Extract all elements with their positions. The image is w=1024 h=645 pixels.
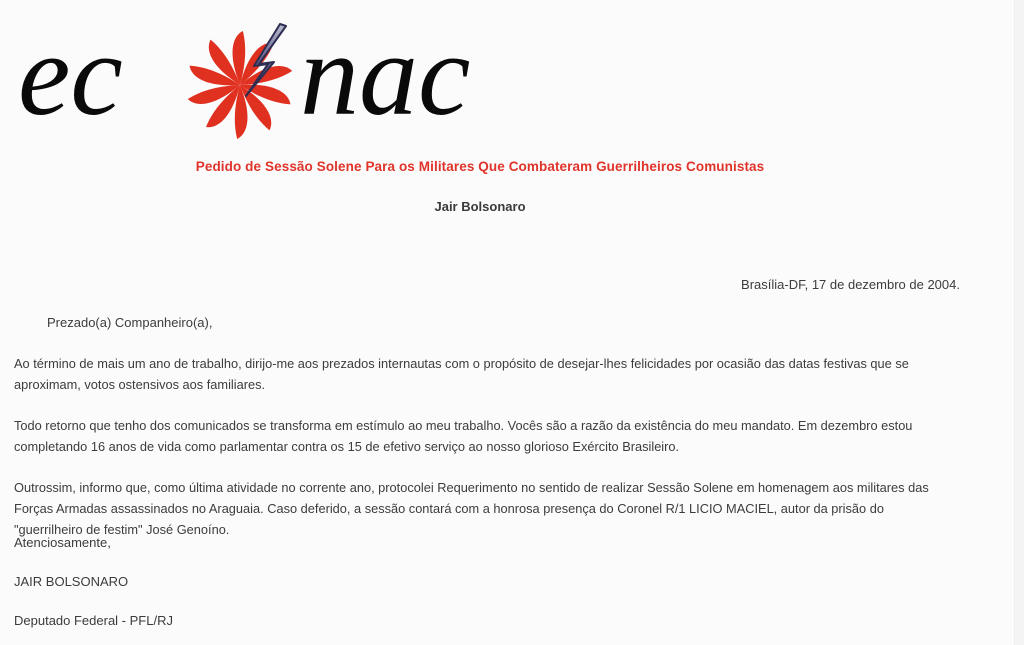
author-byline: Jair Bolsonaro [434,199,526,214]
page-title: Pedido de Sessão Solene Para os Militares Que Combateram Guerrilheiros Comunistas [195,159,765,174]
econac-logo-svg [18,10,578,140]
page-right-margin [1014,0,1024,645]
closing-salutation: Atenciosamente, [14,535,111,550]
body-paragraph: Outrossim, informo que, como última atividade no corrente ano, protocolei Requerimento no sentido de realizar Sessão Solene em homenagem aos militares das Forças Armadas assassinados no Araguaia. Caso deferido, a sessão contará com a honrosa presença do Coronel R/1 LICIO MACIEL, autor da prisão do "guerrilheiro de festim" José Genoíno. [14,480,929,537]
logo-wordmark-suffix: nac [300,10,471,140]
dateline: Brasília-DF, 17 de dezembro de 2004. [741,277,960,292]
signature-role: Deputado Federal - PFL/RJ [14,613,173,628]
pinwheel-icon [188,31,293,139]
letter-closing [14,533,614,630]
econac-logo [18,10,578,140]
body-paragraph: Ao término de mais um ano de trabalho, dirijo-me aos prezados internautas com o propósito de desejar-lhes felicidades por ocasião das datas festivas que se aproximam, votos ostensivos aos familiares. [14,356,909,392]
salutation: Prezado(a) Companheiro(a), [47,315,213,330]
logo-wordmark-prefix: ec [18,10,123,140]
signature-name: JAIR BOLSONARO [14,574,129,589]
letter-body [14,353,954,560]
body-paragraph: Todo retorno que tenho dos comunicados se transforma em estímulo ao meu trabalho. Vocês são a razão da existência do meu mandato. Em dezembro estou completando 16 anos de vida como parlamentar contra os 15 de efetivo serviço ao nosso glorioso Exército Brasileiro. [14,418,913,454]
